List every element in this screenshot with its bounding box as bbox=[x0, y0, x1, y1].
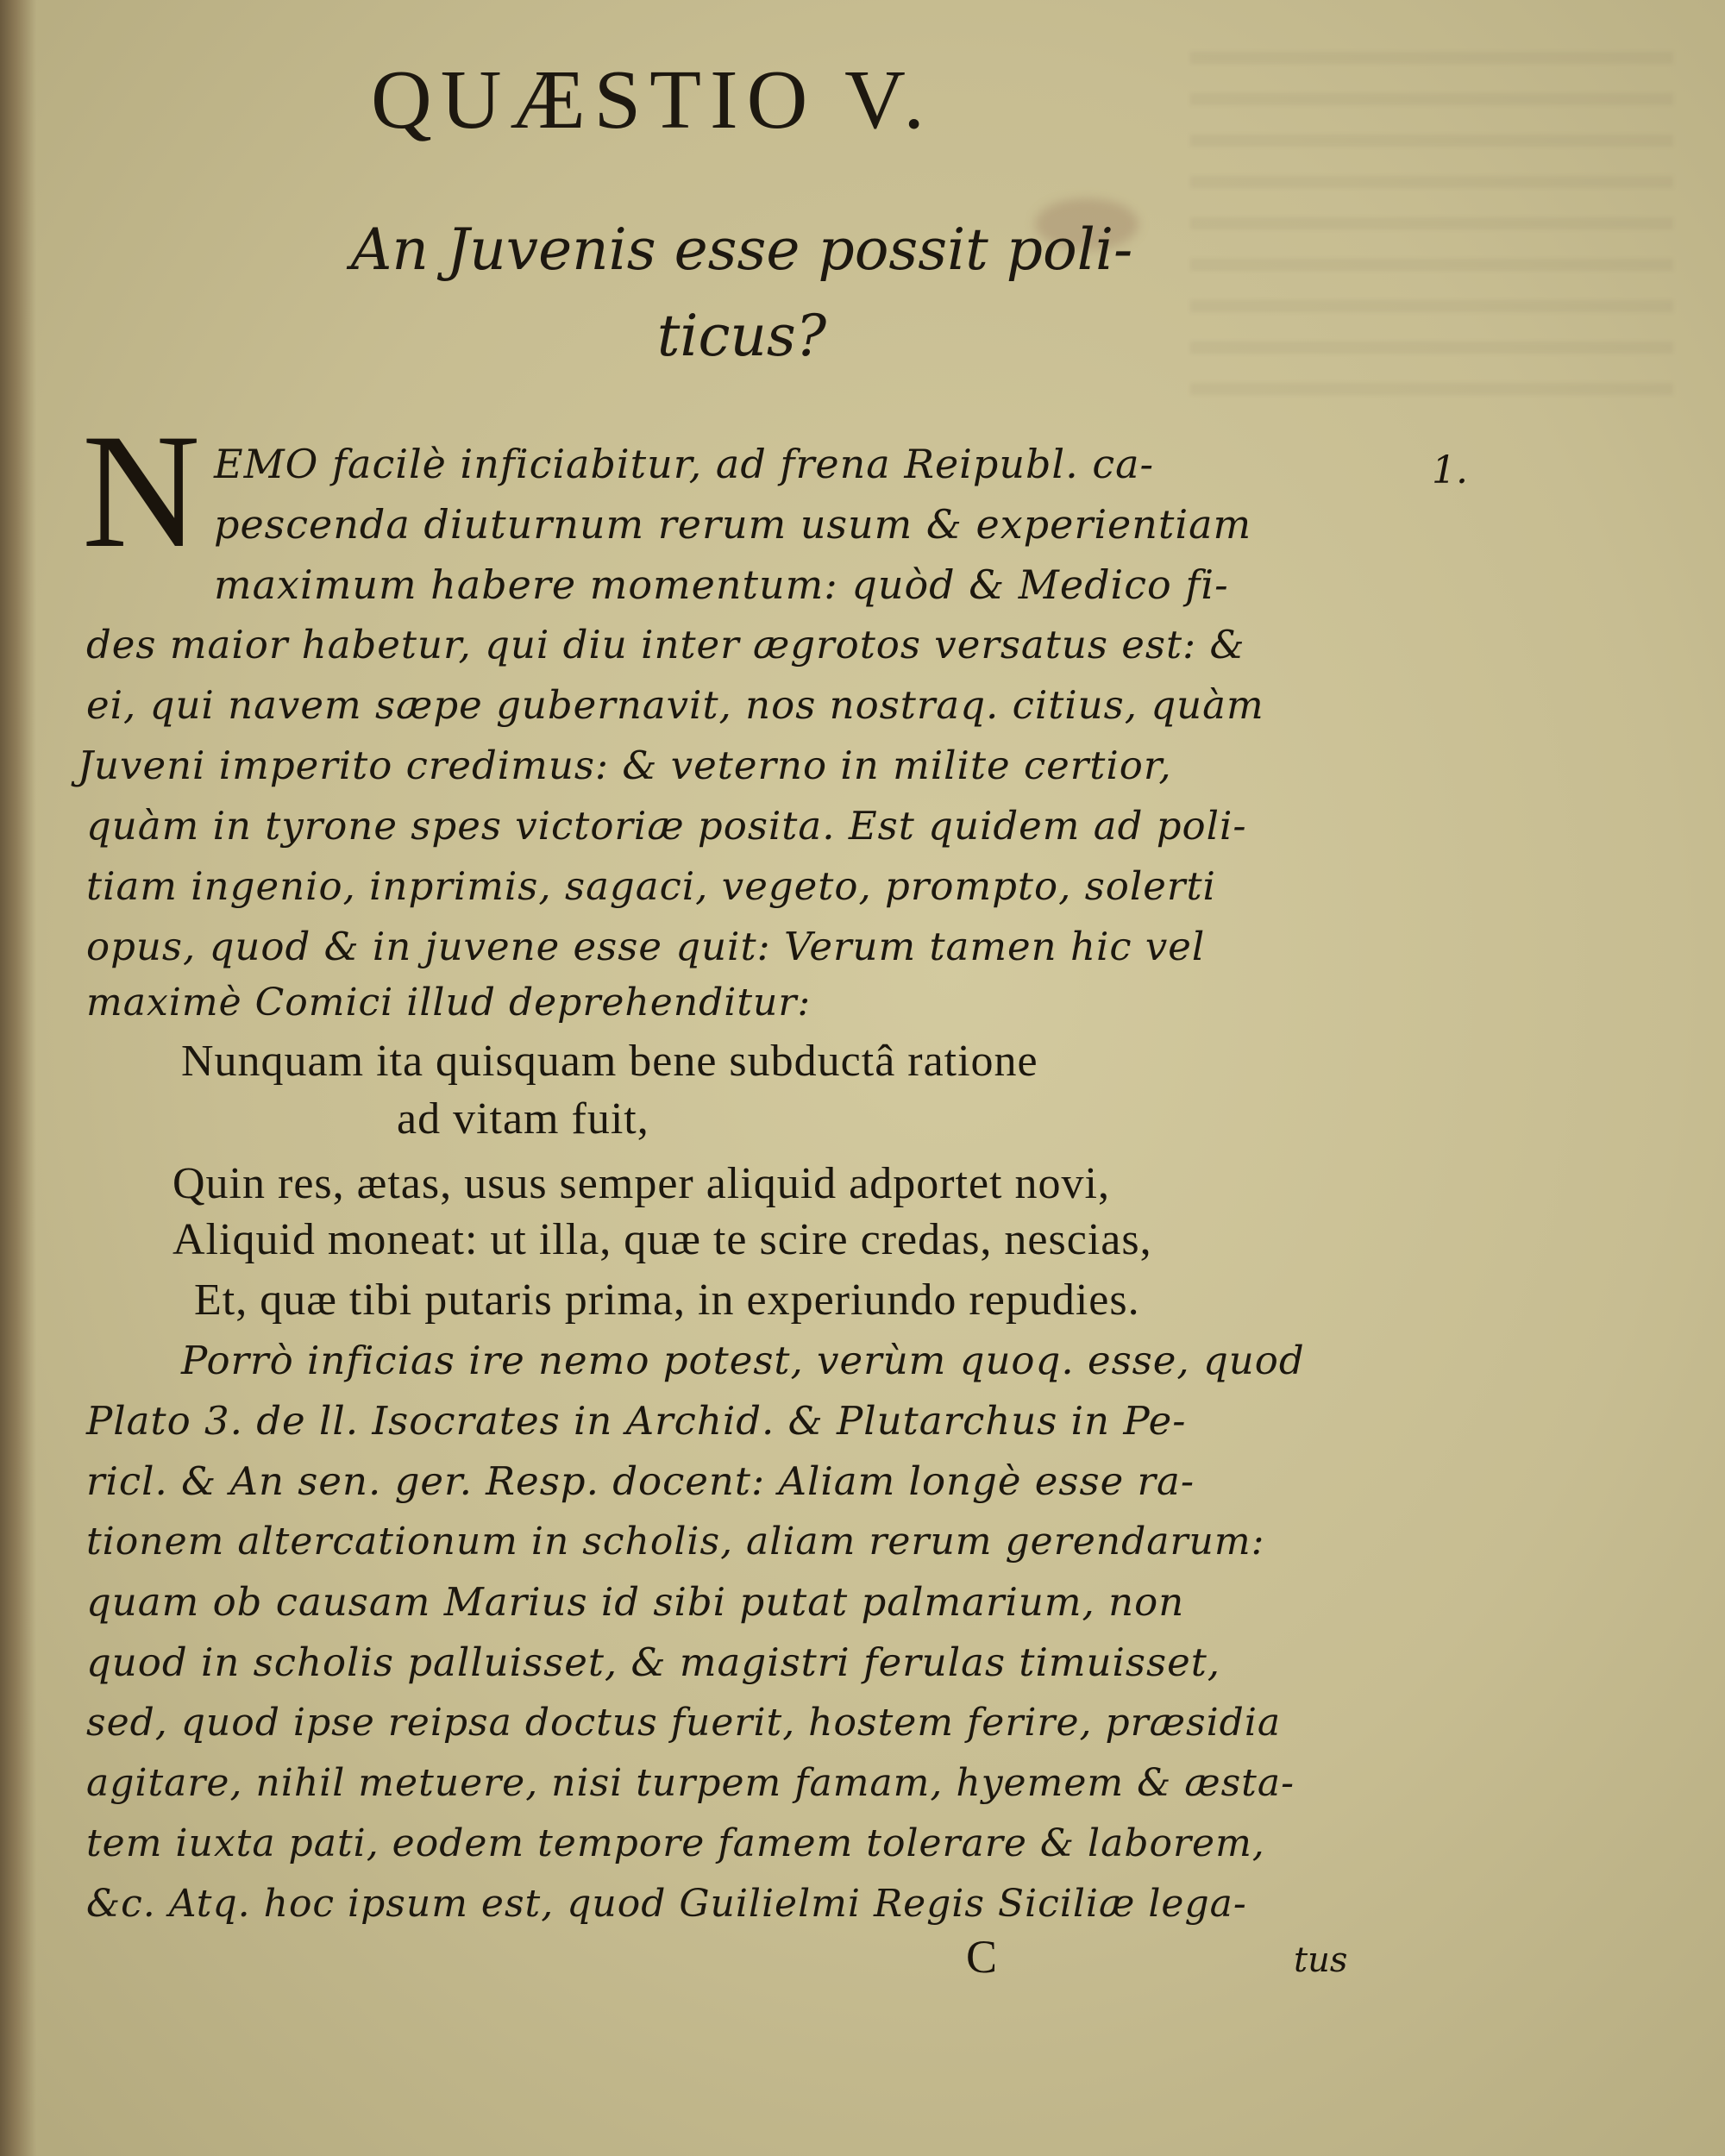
text-line: EMO facilè inficiabitur, ad frena Reipubl. ca- bbox=[214, 441, 1155, 487]
text-line: Plato 3. de ll. Isocrates in Archid. & Plutarchus in Pe- bbox=[86, 1398, 1187, 1444]
text-line: quam ob causam Marius id sibi putat palmarium, non bbox=[86, 1579, 1185, 1625]
text-line: Porrò inficias ire nemo potest, verùm quoq. esse, quod bbox=[181, 1338, 1305, 1383]
text-line: sed, quod ipse reipsa doctus fuerit, hostem ferire, præsidia bbox=[86, 1701, 1282, 1745]
question-heading bbox=[310, 207, 1173, 379]
verse-line: Nunquam ita quisquam bene subductâ ratione bbox=[181, 1037, 1038, 1086]
text-line: Juveni imperito credimus: & veterno in milite certior, bbox=[78, 743, 1172, 788]
text-line: maximum habere momentum: quòd & Medico fi- bbox=[214, 561, 1229, 608]
text-line: agitare, nihil metuere, nisi turpem famam, hyemem & æsta- bbox=[86, 1761, 1295, 1805]
text-line: quod in scholis palluisset, & magistri ferulas timuisset, bbox=[86, 1639, 1221, 1685]
margin-note: 1. bbox=[1432, 448, 1468, 492]
page-title: QUÆSTIO V. bbox=[371, 53, 933, 147]
verse-line: Et, quæ tibi putaris prima, in experiundo repudies. bbox=[194, 1275, 1140, 1325]
text-line: ei, qui navem sæpe gubernavit, nos nostraq. citius, quàm bbox=[86, 682, 1264, 728]
verse-line: Quin res, ætas, usus semper aliquid adportet novi, bbox=[172, 1159, 1110, 1208]
text-line: quàm in tyrone spes victoriæ posita. Est quidem ad poli- bbox=[86, 803, 1247, 849]
text-line: tionem altercationum in scholis, aliam rerum gerendarum: bbox=[86, 1520, 1265, 1564]
signature-mark: C bbox=[966, 1931, 998, 1983]
text-line: tem iuxta pati, eodem tempore famem tolerare & laborem, bbox=[86, 1821, 1265, 1865]
text-line: &c. Atq. hoc ipsum est, quod Guilielmi Regis Siciliæ lega- bbox=[86, 1882, 1247, 1926]
verse-line: ad vitam fuit, bbox=[397, 1094, 649, 1144]
catchword: tus bbox=[1294, 1940, 1348, 1980]
page-binding-edge bbox=[0, 0, 36, 2156]
show-through-text bbox=[1190, 52, 1673, 414]
drop-cap: N bbox=[82, 401, 201, 582]
text-line: tiam ingenio, inprimis, sagaci, vegeto, prompto, solerti bbox=[86, 863, 1216, 909]
text-line: maximè Comici illud deprehenditur: bbox=[86, 981, 812, 1025]
question-heading-line-2: ticus? bbox=[656, 303, 827, 369]
text-line: opus, quod & in juvene esse quit: Verum tamen hic vel bbox=[86, 924, 1206, 969]
text-line: des maior habetur, qui diu inter ægrotos versatus est: & bbox=[86, 622, 1245, 667]
text-line: pescenda diuturnum rerum usum & experientiam bbox=[214, 501, 1252, 548]
text-line: ricl. & An sen. ger. Resp. docent: Aliam longè esse ra- bbox=[86, 1458, 1195, 1504]
verse-line: Aliquid moneat: ut illa, quæ te scire credas, nescias, bbox=[172, 1215, 1152, 1264]
question-heading-line-1: An Juvenis esse possit poli- bbox=[350, 216, 1133, 283]
